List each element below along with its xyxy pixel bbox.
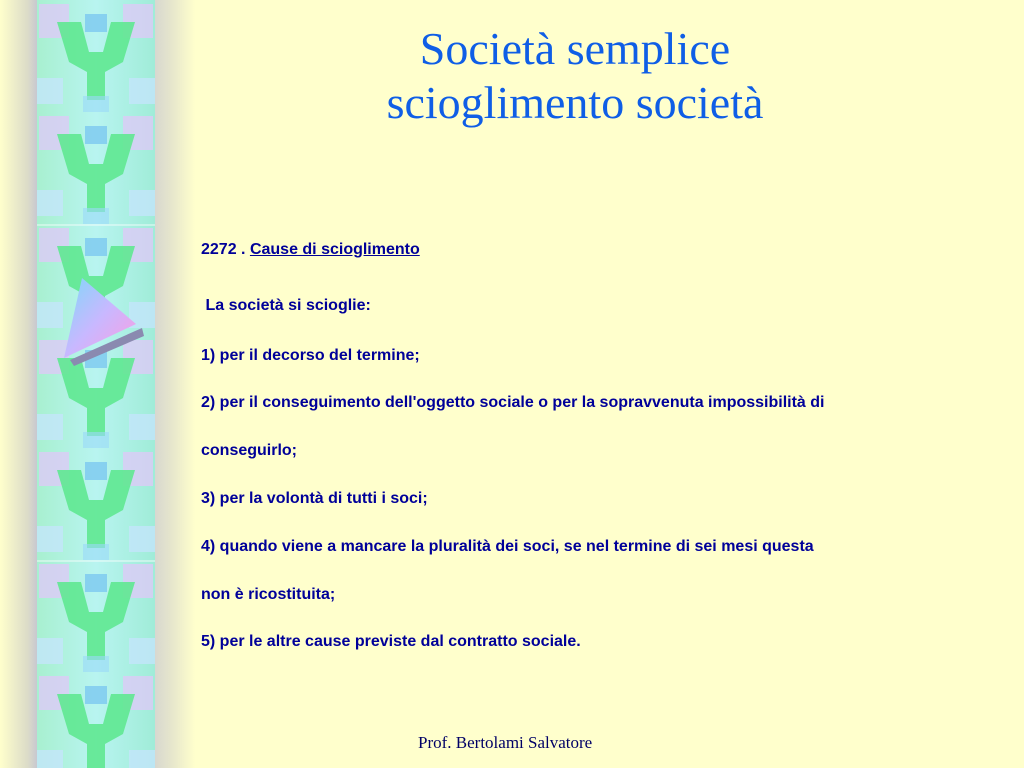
slide-title [230,22,920,130]
title-line-1: Società semplice [419,23,731,74]
decorative-pattern-strip [37,0,155,768]
list-item-1: 1) per il decorso del termine; [201,347,420,364]
list-item-3: 3) per la volontà di tutti i soci; [201,490,428,507]
list-item-2: 2) per il conseguimento dell'oggetto sociale o per la sopravvenuta impossibilità di [201,394,825,411]
list-item-5: 5) per le altre cause previste dal contratto sociale. [201,633,581,650]
list-item-4: 4) quando viene a mancare la pluralità dei soci, se nel termine di sei mesi questa [201,538,814,555]
article-number: 2272 . [201,241,250,258]
intro-text: La società si scioglie: [201,297,371,314]
triangle-arrow-icon [60,278,150,370]
list-item-2-continued: conseguirlo; [201,442,298,459]
slide-footer: Prof. Bertolami Salvatore [418,733,593,752]
list-item-4-continued: non è ricostituita; [201,586,336,603]
article-heading-link[interactable]: Cause di scioglimento [249,241,420,258]
title-line-2: scioglimento società [386,77,764,128]
article-heading-row [201,241,420,259]
